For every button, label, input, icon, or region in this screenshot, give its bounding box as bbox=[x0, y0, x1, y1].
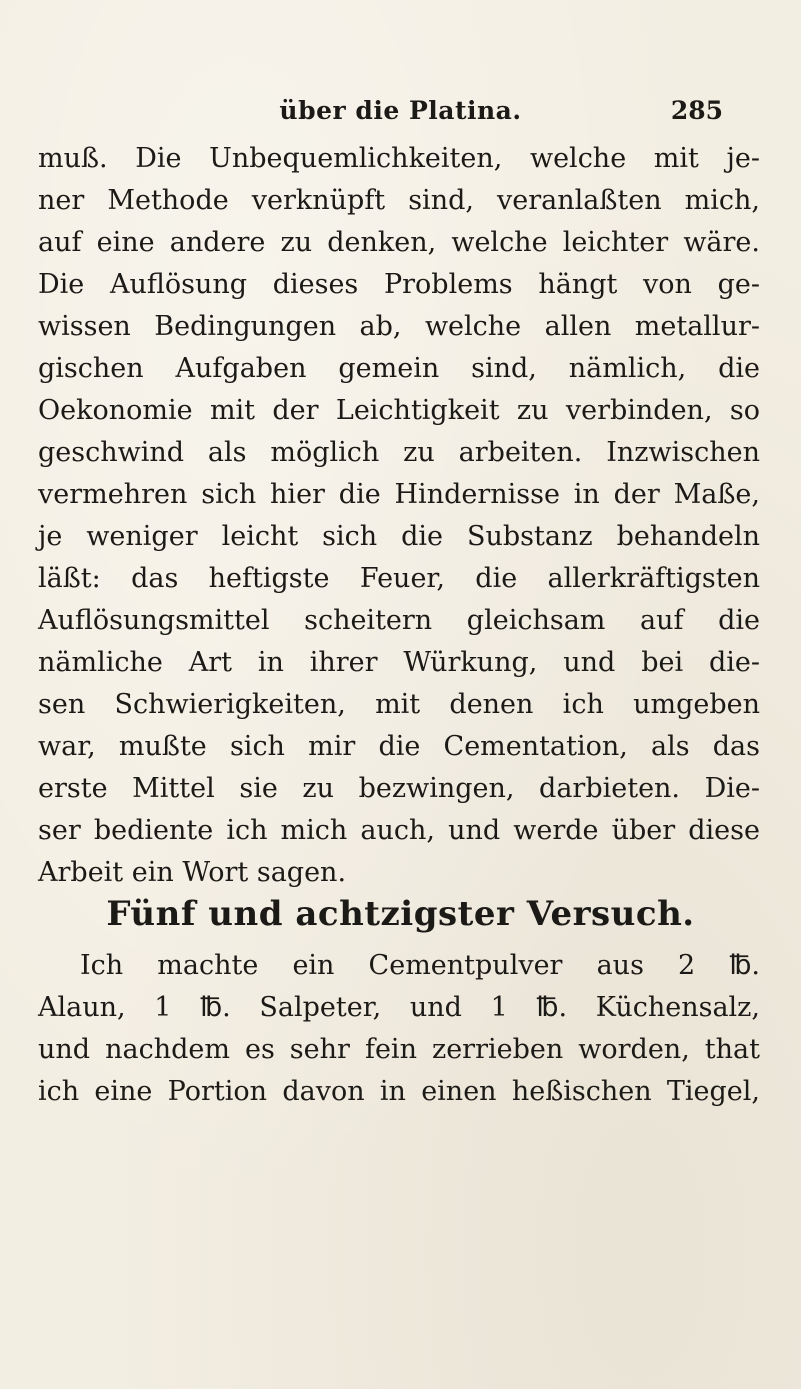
page-number: 285 bbox=[670, 96, 723, 125]
text-line: auf eine andere zu denken, welche leichter wäre. bbox=[38, 227, 760, 258]
text-line: ser bediente ich mich auch, und werde über diese bbox=[38, 815, 760, 846]
text-line: erste Mittel sie zu bezwingen, darbieten. Die- bbox=[38, 773, 760, 804]
text-line: Die Auflösung dieses Problems hängt von ge- bbox=[38, 269, 760, 300]
text-line: geschwind als möglich zu arbeiten. Inzwischen bbox=[38, 437, 760, 468]
text-line: vermehren sich hier die Hindernisse in der Maße, bbox=[38, 479, 760, 510]
text-line: ner Methode verknüpft sind, veranlaßten mich, bbox=[38, 185, 760, 216]
running-head: über die Platina. bbox=[279, 96, 522, 125]
text-line: gischen Aufgaben gemein sind, nämlich, die bbox=[38, 353, 760, 384]
section-heading: Fünf und achtzigster Versuch. bbox=[106, 894, 695, 934]
text-line: wissen Bedingungen ab, welche allen metallur- bbox=[38, 311, 760, 342]
text-line: Auflösungsmittel scheitern gleichsam auf die bbox=[38, 605, 760, 636]
paragraph-1 bbox=[38, 138, 760, 894]
text-line: je weniger leicht sich die Substanz behandeln bbox=[38, 521, 760, 552]
text-line: Alaun, 1 ℔. Salpeter, und 1 ℔. Küchensalz, bbox=[38, 992, 760, 1023]
text-line: Ich machte ein Cementpulver aus 2 ℔. bbox=[80, 950, 760, 981]
paragraph-2 bbox=[38, 945, 760, 1113]
text-line: nämliche Art in ihrer Würkung, und bei die- bbox=[38, 647, 760, 678]
text-line: und nachdem es sehr fein zerrieben worden, that bbox=[38, 1034, 760, 1065]
text-line: ich eine Portion davon in einen heßischen Tiegel, bbox=[38, 1076, 760, 1107]
text-line: Arbeit ein Wort sagen. bbox=[38, 857, 347, 888]
page-header bbox=[0, 96, 801, 136]
text-line: muß. Die Unbequemlichkeiten, welche mit je- bbox=[38, 143, 760, 174]
text-line: war, mußte sich mir die Cementation, als das bbox=[38, 731, 760, 762]
text-line: läßt: das heftigste Feuer, die allerkräftigsten bbox=[38, 563, 760, 594]
text-line: Oekonomie mit der Leichtigkeit zu verbinden, so bbox=[38, 395, 760, 426]
text-line: sen Schwierigkeiten, mit denen ich umgeben bbox=[38, 689, 760, 720]
